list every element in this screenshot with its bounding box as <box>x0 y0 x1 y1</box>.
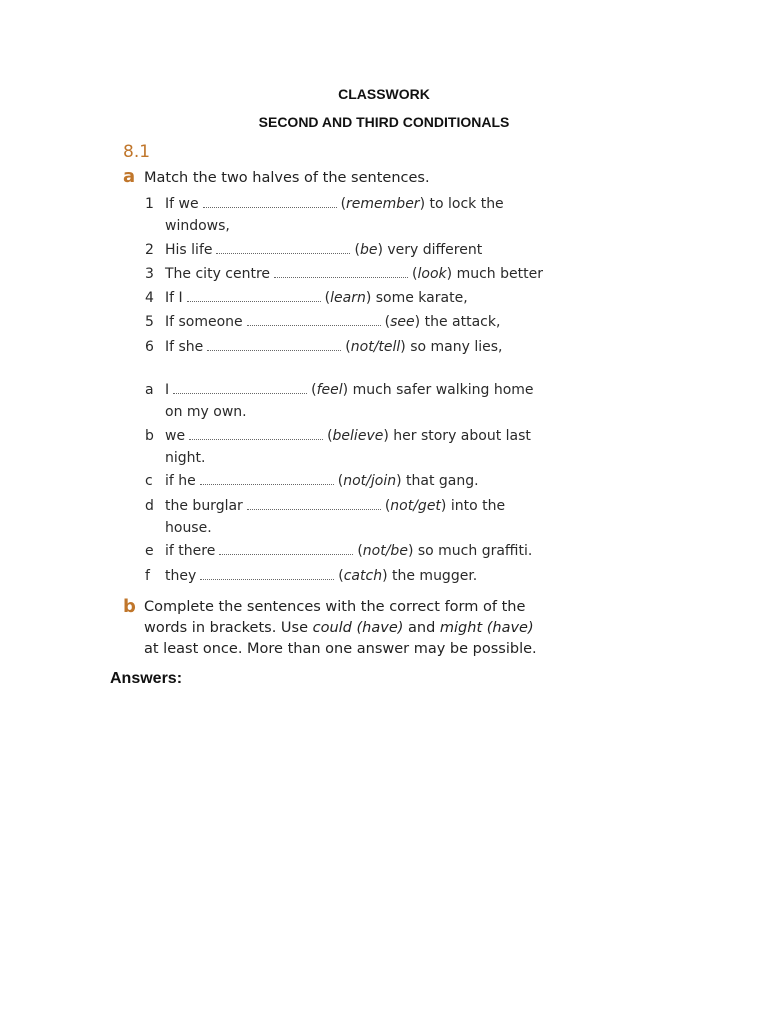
answer-blank[interactable] <box>187 291 321 302</box>
answer-blank[interactable] <box>247 499 381 510</box>
part-a-letter: a <box>123 166 136 187</box>
list-item: 3 The city centre (look) much better <box>145 266 543 282</box>
answers-label: Answers: <box>110 670 183 687</box>
part-b-letter: b <box>123 596 136 617</box>
list-item: f they (catch) the mugger. <box>145 568 478 584</box>
exercise-number: 8.1 <box>123 142 151 162</box>
part-a-instruction: Match the two halves of the sentences. <box>144 170 430 186</box>
answer-blank[interactable] <box>173 383 307 394</box>
list-item: 6 If she (not/tell) so many lies, <box>145 339 503 355</box>
list-item: a I (feel) much safer walking home on my own. <box>145 382 534 420</box>
list-item: 4 If I (learn) some karate, <box>145 290 468 306</box>
list-item: 1 If we (remember) to lock the windows, <box>145 196 504 234</box>
answer-blank[interactable] <box>189 429 323 440</box>
answer-blank[interactable] <box>200 474 334 485</box>
part-b-instruction: Complete the sentences with the correct form of the words in brackets. Use could (have) and might (have) at least once. More than one answer may be possible. <box>144 599 537 657</box>
answer-blank[interactable] <box>200 569 334 580</box>
list-item: e if there (not/be) so much graffiti. <box>145 543 533 559</box>
list-item: d the burglar (not/get) into the house. <box>145 498 506 536</box>
answer-blank[interactable] <box>203 197 337 208</box>
answer-blank[interactable] <box>274 267 408 278</box>
list-item: c if he (not/join) that gang. <box>145 473 479 489</box>
list-item: 2 His life (be) very different <box>145 242 483 258</box>
answer-blank[interactable] <box>247 315 381 326</box>
page-subtitle: SECOND AND THIRD CONDITIONALS <box>258 114 510 130</box>
answer-blank[interactable] <box>207 340 341 351</box>
list-item: b we (believe) her story about last night. <box>145 428 531 466</box>
list-item: 5 If someone (see) the attack, <box>145 314 501 330</box>
answer-blank[interactable] <box>216 243 350 254</box>
answer-blank[interactable] <box>219 544 353 555</box>
page-title: CLASSWORK <box>338 86 430 102</box>
